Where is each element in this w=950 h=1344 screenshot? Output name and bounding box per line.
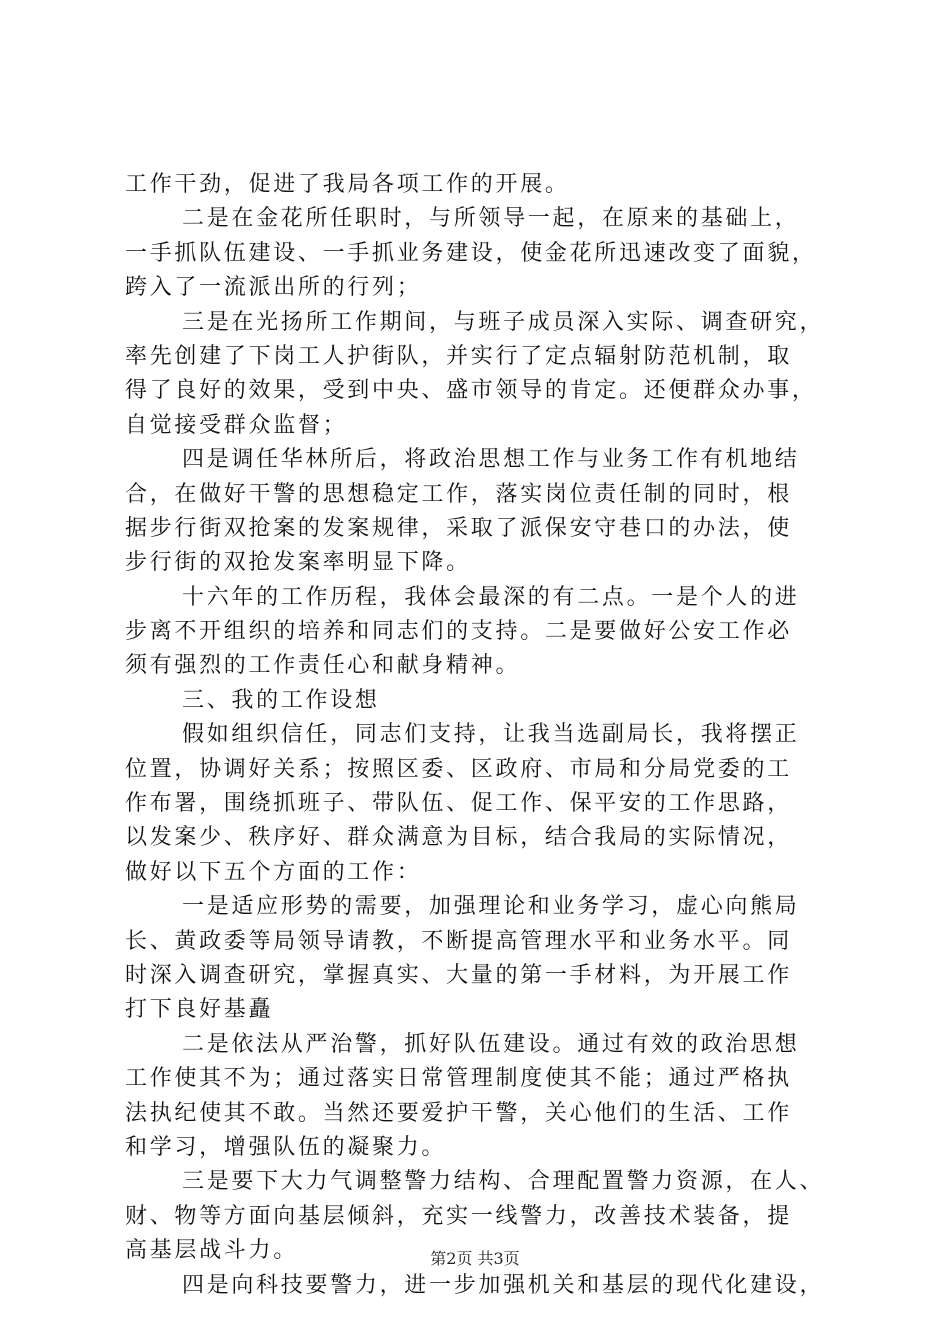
- text-line: 财、物等方面向基层倾斜，充实一线警力，改善技术装备，提: [125, 1203, 792, 1229]
- text-line: 合，在做好干警的思想稳定工作，落实岗位责任制的同时，根: [125, 481, 792, 507]
- text-line: 二是依法从严治警，抓好队伍建设。通过有效的政治思想: [182, 1031, 800, 1057]
- text-line: 时深入调查研究，掌握真实、大量的第一手材料，为开展工作: [125, 962, 792, 988]
- text-line: 须有强烈的工作责任心和献身精神。: [125, 653, 521, 679]
- text-line: 四是调任华林所后，将政治思想工作与业务工作有机地结: [182, 447, 800, 473]
- text-line: 假如组织信任，同志们支持，让我当选副局长，我将摆正: [182, 722, 800, 748]
- text-line: 步行街的双抢发案率明显下降。: [125, 550, 471, 576]
- text-line: 和学习，增强队伍的凝聚力。: [125, 1134, 447, 1160]
- text-line: 率先创建了下岗工人护街队，并实行了定点辐射防范机制，取: [125, 343, 792, 369]
- text-line: 长、黄政委等局领导请教，不断提高管理水平和业务水平。同: [125, 928, 792, 954]
- text-line: 跨入了一流派出所的行列；: [125, 275, 422, 301]
- text-line: 据步行街双抢案的发案规律，采取了派保安守巷口的办法，使: [125, 515, 792, 541]
- text-line: 一是适应形势的需要，加强理论和业务学习，虚心向熊局: [182, 894, 800, 920]
- text-line: 三是在光扬所工作期间，与班子成员深入实际、调查研究，: [182, 309, 825, 335]
- text-line: 打下良好基矗: [125, 997, 274, 1023]
- text-line: 自觉接受群众监督；: [125, 412, 348, 438]
- document-body: [125, 168, 835, 1303]
- text-line: 以发案少、秩序好、群众满意为目标，结合我局的实际情况，: [125, 825, 792, 851]
- text-line: 十六年的工作历程，我体会最深的有二点。一是个人的进: [182, 584, 800, 610]
- text-line: 位置，协调好关系；按照区委、区政府、市局和分局党委的工: [125, 756, 792, 782]
- text-line: 作布署，围绕抓班子、带队伍、促工作、保平安的工作思路，: [125, 791, 792, 817]
- text-line: 四是向科技要警力，进一步加强机关和基层的现代化建设，: [182, 1272, 825, 1298]
- text-line: 二是在金花所任职时，与所领导一起，在原来的基础上，: [182, 206, 800, 232]
- text-line: 步离不开组织的培养和同志们的支持。二是要做好公安工作必: [125, 619, 792, 645]
- text-line: 法执纪使其不敢。当然还要爱护干警，关心他们的生活、工作: [125, 1100, 792, 1126]
- text-line: 三、我的工作设想: [182, 687, 380, 713]
- text-line: 三是要下大力气调整警力结构、合理配置警力资源，在人、: [182, 1169, 825, 1195]
- text-line: 高基层战斗力。: [125, 1238, 298, 1264]
- page-footer: 第2页 共3页: [430, 1249, 520, 1268]
- text-line: 工作干劲，促进了我局各项工作的开展。: [125, 172, 570, 197]
- text-line: 一手抓队伍建设、一手抓业务建设，使金花所迅速改变了面貌，: [125, 240, 817, 266]
- text-line: 工作使其不为；通过落实日常管理制度使其不能；通过严格执: [125, 1066, 792, 1092]
- text-line: 得了良好的效果，受到中央、盛市领导的肯定。还便群众办事，: [125, 378, 817, 404]
- text-line: 做好以下五个方面的工作：: [125, 859, 422, 885]
